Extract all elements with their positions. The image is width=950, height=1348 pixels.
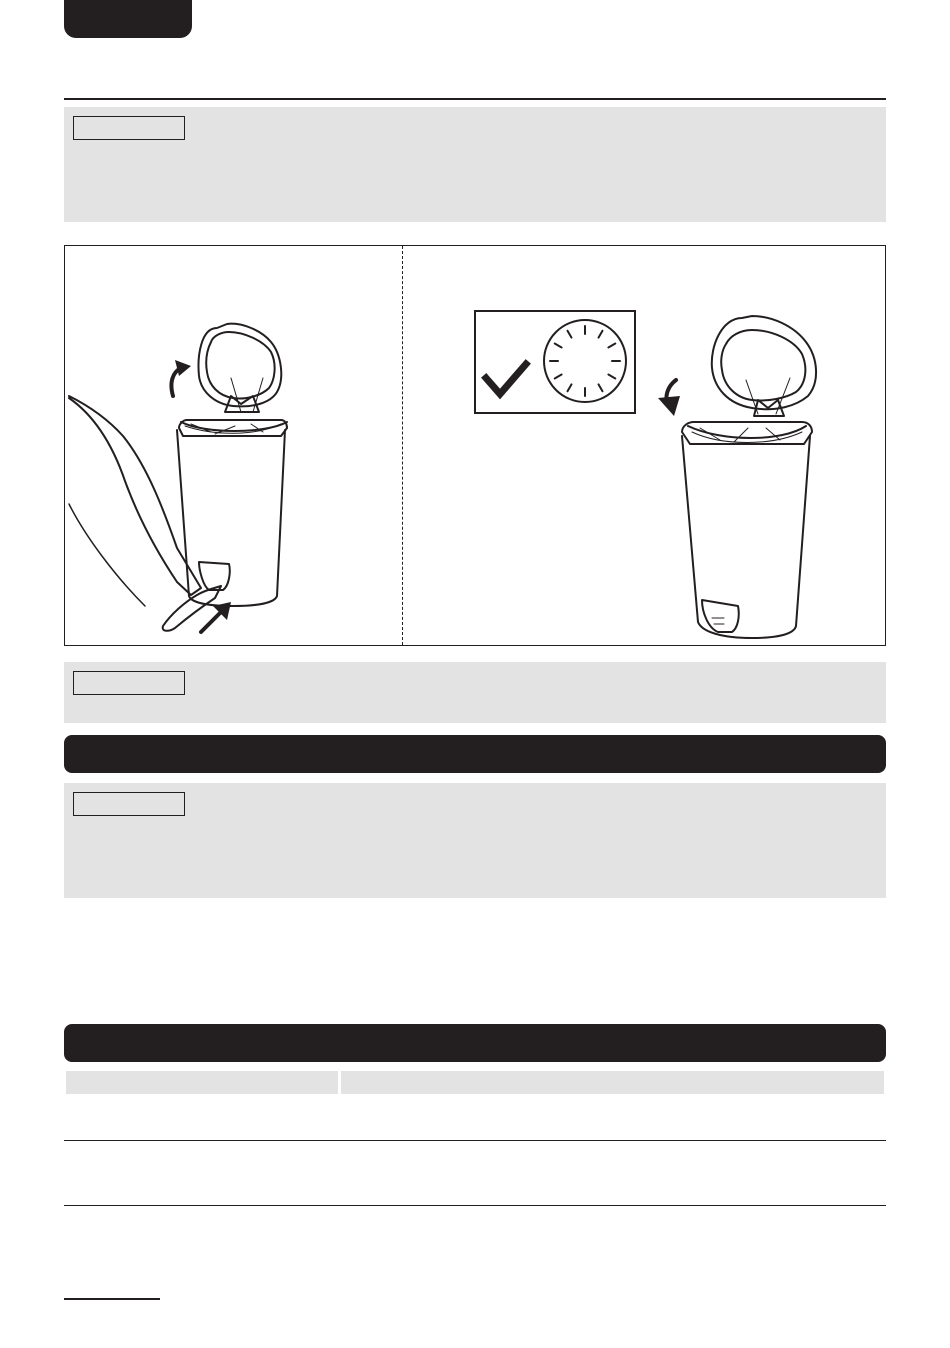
curved-arrow-down-icon	[658, 380, 680, 416]
table-header-cell-2	[341, 1071, 884, 1094]
notice-panel-3	[64, 783, 886, 898]
timer-box	[475, 311, 635, 413]
notice-panel-1	[64, 107, 886, 222]
curved-arrow-up-icon	[171, 360, 191, 396]
section-1-header	[64, 735, 886, 773]
notice-2-label-box	[73, 671, 185, 695]
clock-icon	[544, 320, 626, 402]
top-rule	[64, 98, 886, 100]
header-tab	[64, 0, 192, 38]
section-2-header	[64, 1024, 886, 1062]
step-2-illustration	[402, 246, 885, 645]
table-row	[66, 1096, 884, 1140]
table-row	[66, 1142, 884, 1205]
table-row-divider	[64, 1140, 886, 1141]
footer-rule	[64, 1298, 160, 1300]
bin-illustration	[682, 316, 816, 638]
notice-3-label-box	[73, 792, 185, 816]
instruction-figure	[64, 245, 886, 646]
foot	[163, 586, 221, 631]
table-header-cell-1	[66, 1071, 338, 1094]
diagonal-arrow-icon	[201, 602, 231, 632]
notice-panel-2	[64, 662, 886, 723]
step-1-illustration	[65, 246, 401, 645]
notice-1-label-box	[73, 116, 185, 140]
table-bottom-rule	[64, 1205, 886, 1206]
